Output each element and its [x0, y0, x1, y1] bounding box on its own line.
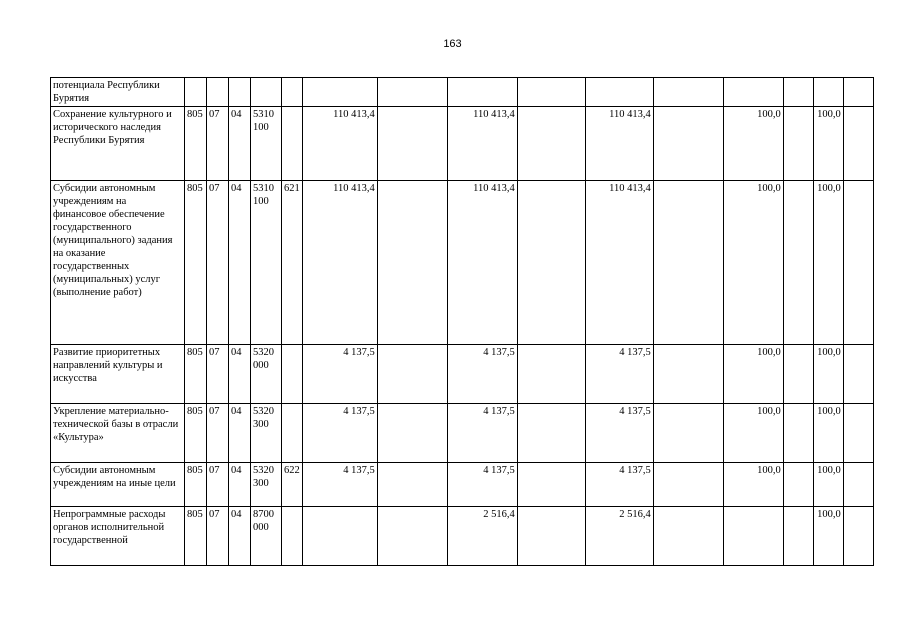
- percent-refined-cell: [813, 78, 843, 107]
- empty-cell: [783, 181, 813, 345]
- empty-cell: [517, 107, 585, 181]
- rz-cell: 07: [207, 107, 229, 181]
- empty-cell: [377, 181, 447, 345]
- page-number: 163: [443, 38, 462, 50]
- percent-plan-cell: 100,0: [723, 345, 783, 404]
- row-name-cell: потенциала Республики Бурятия: [51, 78, 185, 107]
- vr-cell: 622: [282, 463, 303, 507]
- amount-actual-cell: [585, 78, 653, 107]
- row-name-cell: Укрепление материально-технической базы в отрасли «Культура»: [51, 404, 185, 463]
- table-row: [51, 507, 902, 566]
- percent-refined-cell: 100,0: [813, 181, 843, 345]
- csr-cell: 5310 100: [251, 181, 282, 345]
- rz-cell: 07: [207, 463, 229, 507]
- empty-cell: [653, 345, 723, 404]
- amount-actual-cell: 4 137,5: [585, 345, 653, 404]
- csr-cell: [251, 78, 282, 107]
- amount-actual-cell: 4 137,5: [585, 463, 653, 507]
- amount-refined-cell: 2 516,4: [447, 507, 517, 566]
- pr-cell: 04: [229, 404, 251, 463]
- pr-cell: 04: [229, 345, 251, 404]
- amount-refined-cell: 4 137,5: [447, 463, 517, 507]
- empty-cell: [843, 507, 873, 566]
- amount-refined-cell: 110 413,4: [447, 181, 517, 345]
- empty-cell: [377, 345, 447, 404]
- empty-cell: [843, 345, 873, 404]
- amount-actual-cell: 110 413,4: [585, 181, 653, 345]
- empty-cell: [517, 404, 585, 463]
- table-row: [51, 463, 902, 507]
- empty-cell: [377, 507, 447, 566]
- amount-refined-cell: 4 137,5: [447, 404, 517, 463]
- amount-plan-cell: 110 413,4: [302, 107, 377, 181]
- table-row: [51, 107, 902, 181]
- pr-cell: [229, 78, 251, 107]
- vr-cell: [282, 107, 303, 181]
- amount-refined-cell: [447, 78, 517, 107]
- ved-cell: 805: [185, 345, 207, 404]
- budget-table: [50, 77, 902, 566]
- row-name-cell: Сохранение культурного и исторического наследия Республики Бурятия: [51, 107, 185, 181]
- rz-cell: 07: [207, 345, 229, 404]
- empty-cell: [517, 345, 585, 404]
- empty-cell: [377, 78, 447, 107]
- empty-cell: [517, 507, 585, 566]
- amount-plan-cell: 4 137,5: [302, 463, 377, 507]
- amount-refined-cell: 4 137,5: [447, 345, 517, 404]
- ved-cell: [185, 78, 207, 107]
- amount-actual-cell: 4 137,5: [585, 404, 653, 463]
- amount-refined-cell: 110 413,4: [447, 107, 517, 181]
- empty-cell: [653, 78, 723, 107]
- percent-refined-cell: 100,0: [813, 345, 843, 404]
- pr-cell: 04: [229, 463, 251, 507]
- amount-plan-cell: [302, 78, 377, 107]
- empty-cell: [843, 78, 873, 107]
- row-name-cell: Субсидии автономным учреждениям на иные цели: [51, 463, 185, 507]
- table-row: [51, 78, 902, 107]
- percent-refined-cell: 100,0: [813, 463, 843, 507]
- percent-plan-cell: 100,0: [723, 463, 783, 507]
- csr-cell: 5320 000: [251, 345, 282, 404]
- csr-cell: 8700 000: [251, 507, 282, 566]
- rz-cell: 07: [207, 404, 229, 463]
- empty-cell: [377, 107, 447, 181]
- table-row: [51, 345, 902, 404]
- empty-cell: [653, 463, 723, 507]
- percent-plan-cell: 100,0: [723, 107, 783, 181]
- percent-plan-cell: 100,0: [723, 404, 783, 463]
- empty-cell: [517, 78, 585, 107]
- empty-cell: [377, 404, 447, 463]
- ved-cell: 805: [185, 404, 207, 463]
- pr-cell: 04: [229, 107, 251, 181]
- percent-refined-cell: 100,0: [813, 404, 843, 463]
- ved-cell: 805: [185, 107, 207, 181]
- percent-refined-cell: 100,0: [813, 107, 843, 181]
- ved-cell: 805: [185, 507, 207, 566]
- empty-cell: [653, 181, 723, 345]
- row-name-cell: Развитие приоритетных направлений культуры и искусства: [51, 345, 185, 404]
- percent-plan-cell: 100,0: [723, 181, 783, 345]
- rz-cell: 07: [207, 507, 229, 566]
- percent-plan-cell: [723, 78, 783, 107]
- table-row: [51, 404, 902, 463]
- empty-cell: [783, 345, 813, 404]
- empty-cell: [517, 181, 585, 345]
- row-name-cell: Субсидии автономным учреждениям на финансовое обеспечение государственного (муниципального) задания на оказание государственных (муниципальных) услуг (выполнение работ): [51, 181, 185, 345]
- empty-cell: [843, 404, 873, 463]
- amount-actual-cell: 2 516,4: [585, 507, 653, 566]
- empty-cell: [783, 107, 813, 181]
- table-row: [51, 181, 902, 345]
- ved-cell: 805: [185, 463, 207, 507]
- empty-cell: [843, 181, 873, 345]
- percent-refined-cell: 100,0: [813, 507, 843, 566]
- csr-cell: 5320 300: [251, 463, 282, 507]
- empty-cell: [653, 107, 723, 181]
- amount-actual-cell: 110 413,4: [585, 107, 653, 181]
- empty-cell: [783, 463, 813, 507]
- rz-cell: [207, 78, 229, 107]
- vr-cell: [282, 345, 303, 404]
- pr-cell: 04: [229, 507, 251, 566]
- amount-plan-cell: [302, 507, 377, 566]
- ved-cell: 805: [185, 181, 207, 345]
- vr-cell: 621: [282, 181, 303, 345]
- empty-cell: [843, 463, 873, 507]
- rz-cell: 07: [207, 181, 229, 345]
- csr-cell: 5320 300: [251, 404, 282, 463]
- vr-cell: [282, 507, 303, 566]
- pr-cell: 04: [229, 181, 251, 345]
- amount-plan-cell: 4 137,5: [302, 345, 377, 404]
- vr-cell: [282, 404, 303, 463]
- empty-cell: [783, 404, 813, 463]
- empty-cell: [783, 507, 813, 566]
- amount-plan-cell: 4 137,5: [302, 404, 377, 463]
- empty-cell: [653, 507, 723, 566]
- csr-cell: 5310 100: [251, 107, 282, 181]
- empty-cell: [783, 78, 813, 107]
- empty-cell: [517, 463, 585, 507]
- percent-plan-cell: [723, 507, 783, 566]
- empty-cell: [843, 107, 873, 181]
- row-name-cell: Непрограммные расходы органов исполнительной государственной: [51, 507, 185, 566]
- amount-plan-cell: 110 413,4: [302, 181, 377, 345]
- empty-cell: [377, 463, 447, 507]
- vr-cell: [282, 78, 303, 107]
- empty-cell: [653, 404, 723, 463]
